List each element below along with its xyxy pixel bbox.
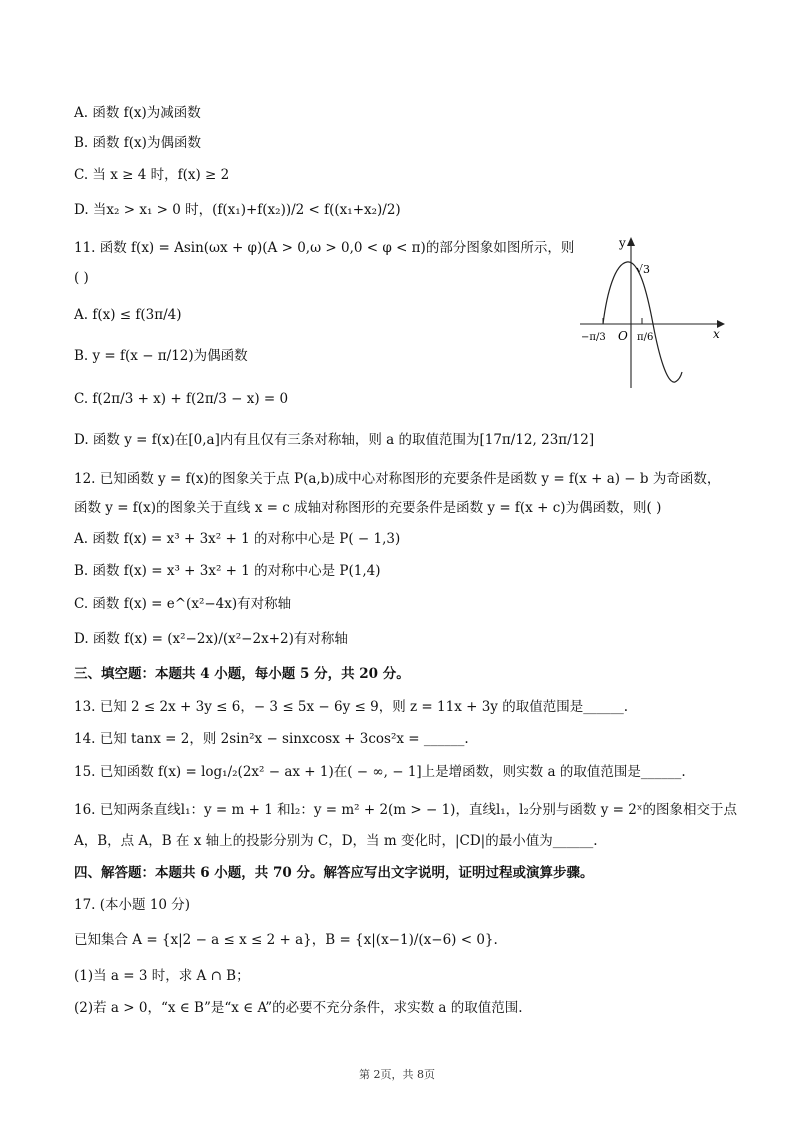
q12-stem-line1: 12. 已知函数 y = f(x)的图象关于点 P(a,b)成中心对称图形的充要条件是函数 y = f(x + a) − b 为奇函数，: [74, 471, 721, 487]
page-footer: 第 2页，共 8页: [359, 1068, 435, 1081]
q12-option-c: C. 函数 f(x) = e^(x²−4x)有对称轴: [74, 596, 292, 612]
origin-label: O: [618, 329, 628, 343]
q12-option-b: B. 函数 f(x) = x³ + 3x² + 1 的对称中心是 P(1,4): [74, 563, 381, 579]
q10-option-b: B. 函数 f(x)为偶函数: [74, 135, 201, 151]
q17-part1: (1)当 a = 3 时，求 A ∩ B；: [74, 968, 250, 984]
q10-option-d: D. 当x₂ > x₁ > 0 时，(f(x₁)+f(x₂))/2 < f((x₁+x₂)/2): [74, 202, 401, 218]
q10-option-a: A. 函数 f(x)为减函数: [74, 105, 201, 121]
q16-line1: 16. 已知两条直线l₁：y = m + 1 和l₂：y = m² + 2(m > − 1)，直线l₁，l₂分别与函数 y = 2ˣ的图象相交于点: [74, 802, 738, 818]
q10-option-c: C. 当 x ≥ 4 时，f(x) ≥ 2: [74, 167, 230, 183]
q11-paren: ( ): [74, 270, 89, 286]
right-tick-label: π/6: [637, 332, 654, 343]
q16-line2: A，B，点 A，B 在 x 轴上的投影分别为 C，D，当 m 变化时，|CD|的最小值为______.: [74, 833, 598, 849]
q12-option-d: D. 函数 f(x) = (x²−2x)/(x²−2x+2)有对称轴: [74, 631, 348, 647]
q13: 13. 已知 2 ≤ 2x + 3y ≤ 6，− 3 ≤ 5x − 6y ≤ 9，则 z = 11x + 3y 的取值范围是______.: [74, 699, 628, 715]
q17-title: 17. (本小题 10 分): [74, 897, 191, 913]
q11-option-c: C. f(2π/3 + x) + f(2π/3 − x) = 0: [74, 391, 289, 407]
q11-option-d: D. 函数 y = f(x)在[0,a]内有且仅有三条对称轴，则 a 的取值范围为[17π/12, 23π/12]: [74, 432, 595, 448]
q11-stem: 11. 函数 f(x) = Asin(ωx + φ)(A > 0,ω > 0,0 < φ < π)的部分图象如图所示，则: [74, 240, 575, 256]
left-tick-label: −π/3: [581, 332, 606, 343]
q12-stem-line2: 函数 y = f(x)的图象关于直线 x = c 成轴对称图形的充要条件是函数 y = f(x + c)为偶函数，则( ): [74, 500, 662, 516]
sine-graph-figure: [575, 232, 725, 392]
q17-given: 已知集合 A = {x|2 − a ≤ x ≤ 2 + a}，B = {x|(x−1)/(x−6) < 0}.: [74, 932, 498, 948]
section-3-heading: 三、填空题：本题共 4 小题，每小题 5 分，共 20 分。: [74, 666, 410, 682]
x-axis-label: x: [713, 327, 720, 341]
q11-option-b: B. y = f(x − π/12)为偶函数: [74, 348, 248, 364]
y-axis-arrow-icon: [627, 237, 635, 246]
max-value-label: √3: [636, 263, 651, 276]
y-axis-label: y: [619, 236, 626, 250]
q14: 14. 已知 tanx = 2，则 2sin²x − sinxcosx + 3cos²x = ______.: [74, 731, 469, 747]
section-4-heading: 四、解答题：本题共 6 小题，共 70 分。解答应写出文字说明，证明过程或演算步骤。: [74, 865, 594, 881]
q15: 15. 已知函数 f(x) = log₁/₂(2x² − ax + 1)在( − ∞, − 1]上是增函数，则实数 a 的取值范围是______.: [74, 764, 686, 780]
q17-part2: (2)若 a > 0，“x ∈ B”是“x ∈ A”的必要不充分条件，求实数 a 的取值范围.: [74, 1000, 523, 1016]
q12-option-a: A. 函数 f(x) = x³ + 3x² + 1 的对称中心是 P( − 1,3): [74, 531, 401, 547]
q11-option-a: A. f(x) ≤ f(3π/4): [74, 307, 182, 323]
